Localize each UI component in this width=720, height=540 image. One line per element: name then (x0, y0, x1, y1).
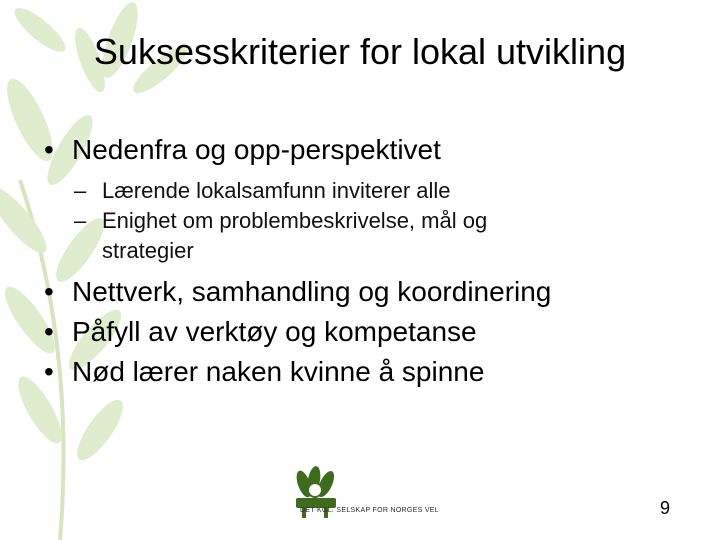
bullet-item (44, 352, 684, 392)
logo-text: DET KGL. SELSKAP FOR NORGES VEL (300, 507, 439, 514)
sub-bullet-text: Lærende lokalsamfunn inviterer alle (102, 178, 451, 203)
sub-bullet-item (44, 206, 684, 236)
bullet-text: Påfyll av verktøy og kompetanse (72, 316, 477, 347)
sub-bullet-text: Enighet om problembeskrivelse, mål og (102, 208, 488, 233)
bullet-item (44, 130, 684, 170)
bullet-item (44, 312, 684, 352)
bullet-text: Nedenfra og opp-perspektivet (72, 134, 441, 165)
slide-title: Suksesskriterier for lokal utvikling (93, 31, 627, 72)
bullet-text: Nettverk, samhandling og koordinering (72, 276, 552, 307)
sub-bullet-continuation (44, 236, 684, 266)
bullet-marker: • (44, 134, 54, 165)
bullet-marker: • (44, 276, 54, 307)
bullet-list (44, 130, 684, 392)
dash-marker: – (74, 178, 87, 203)
sub-bullet-item (44, 176, 684, 206)
bullet-item (44, 272, 684, 312)
bullet-text: Nød lærer naken kvinne å spinne (72, 356, 485, 387)
bullet-marker: • (44, 356, 54, 387)
page-number: 9 (660, 498, 671, 518)
dash-marker: – (74, 208, 87, 233)
sub-bullet-text: strategier (102, 238, 194, 263)
bullet-marker: • (44, 316, 54, 347)
